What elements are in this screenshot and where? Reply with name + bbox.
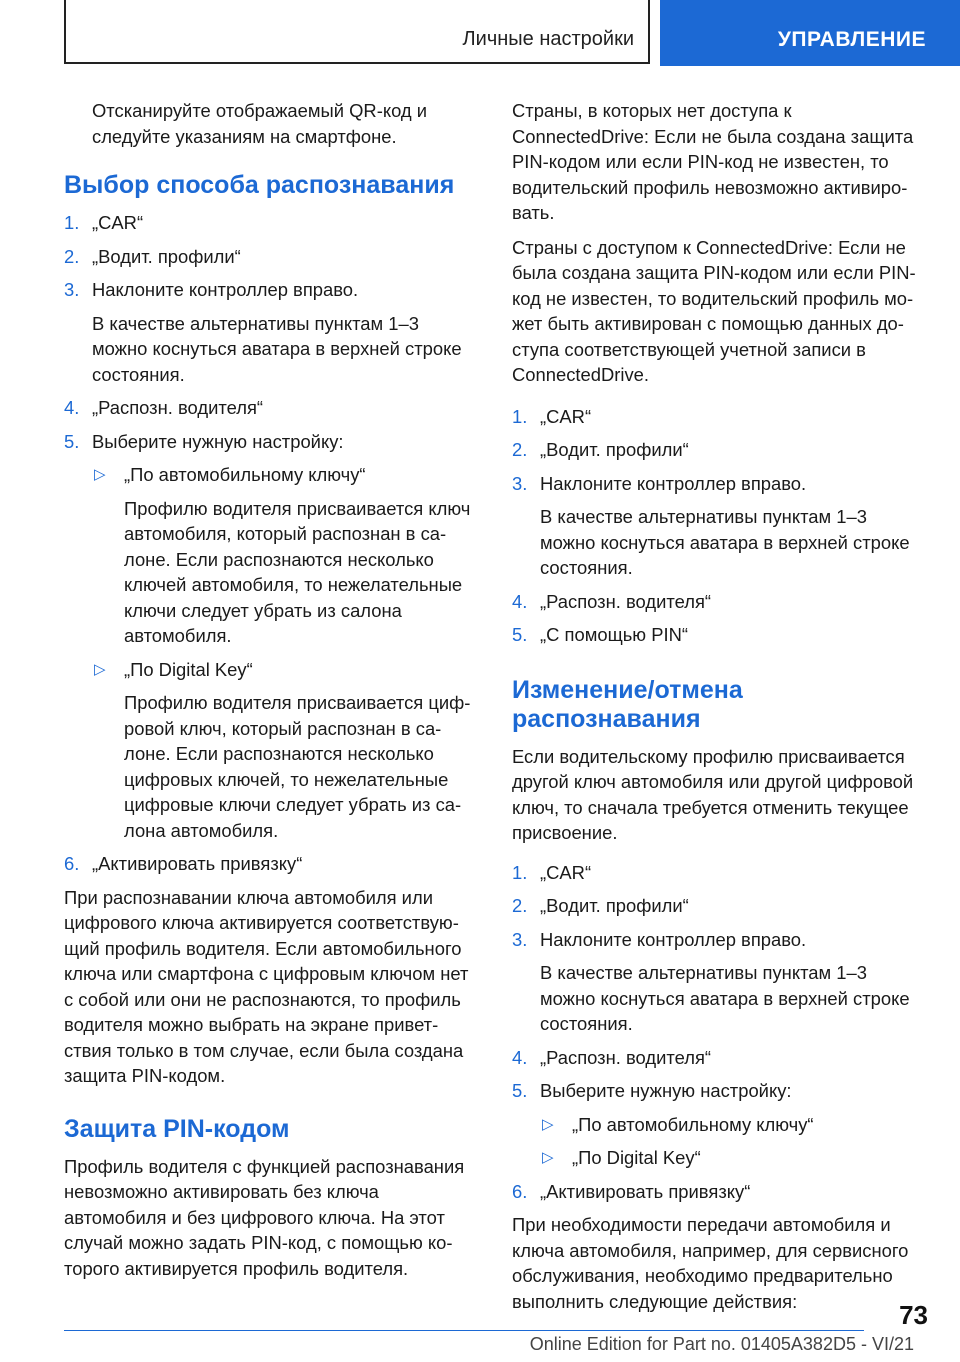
change-step-1: 1. „CAR“ (512, 861, 592, 883)
pin-step-4: 4. „Распозн. водителя“ (512, 590, 712, 612)
option-digital-key: ▷ „По Digital Key“ (64, 657, 484, 683)
change-option-digital-key: ▷ „По Digital Key“ (512, 1145, 932, 1171)
right-column (512, 98, 932, 1323)
pin-step-1: 1. „CAR“ (512, 405, 592, 427)
change-step-3-note: В качестве альтернативы пунктам 1–3 можно коснуться аватара в верхней строке состояния. (540, 962, 910, 1034)
step-3: 3. Наклоните контроллер вправо. (64, 279, 359, 300)
pin-step-5: 5. „С помощью PIN“ (512, 624, 688, 645)
option-vehicle-key: ▷ „По автомобильному ключу“ (64, 462, 484, 488)
with-connecteddrive-paragraph: Страны с доступом к ConnectedDrive: Если не была создана защита PIN-кодом или если PIN- код не известен, то водительский профиль мо- жет быть активирован с помощью данных до- ступа соответствующей учетной записи в ConnectedDrive. (512, 236, 916, 385)
no-connecteddrive-paragraph: Страны, в которых нет доступа к ConnectedDrive: Если не была создана защита PIN-кодом или если PIN-код не известен, то водительский профиль невозможно активиро- вать. (512, 100, 914, 223)
chapter-tab (660, 0, 960, 66)
option-digital-key-desc: Профилю водителя присваивается циф- ровой ключ, который распознан в са- лоне. Если распознаются несколько цифровых ключей, то нежелательные цифровые ключи следует убрать из са- лона автомобиля. (124, 692, 471, 841)
change-step-2: 2. „Водит. профили“ (512, 895, 689, 916)
footer-divider (64, 1330, 864, 1331)
heading-pin-protection: Защита PIN-кодом (64, 1114, 290, 1143)
step-6: 6. „Активировать привязку“ (64, 853, 303, 874)
change-step-5: 5. Выберите нужную настройку: (512, 1080, 792, 1101)
section-title: Личные настройки (462, 28, 634, 50)
section-tab (64, 0, 650, 64)
step-2: 2. „Водит. профили“ (64, 245, 241, 267)
pin-paragraph: Профиль водителя с функцией распознавания невозможно активировать без ключа автомобиля и без цифрового ключа. На этот случай можно задать PIN-код, с помощью ко- торого активируется профиль водителя. (64, 1155, 465, 1279)
chapter-title: УПРАВЛЕНИЕ (777, 28, 926, 51)
step-1: 1. „CAR“ (64, 212, 144, 233)
intro-paragraph: Отсканируйте отображаемый QR-код и следуйте указаниям на смартфоне. (92, 100, 428, 147)
edition-info: Online Edition for Part no. 01405A382D5 - VI/21 (529, 1334, 914, 1354)
left-column (64, 98, 484, 1290)
change-option-vehicle-key: ▷ „По автомобильному ключу“ (512, 1112, 932, 1138)
triangle-bullet-icon: ▷ (542, 1149, 554, 1166)
change-paragraph: Если водительскому профилю присваивается другой ключ автомобиля или другой цифровой ключ, то сначала требуется отменить текущее присвоение. (512, 745, 914, 843)
change-step-6: 6. „Активировать привязку“ (512, 1180, 751, 1202)
option-vehicle-key-desc: Профилю водителя присваивается ключ автомобиля, который распознан в са- лоне. Если распознаются несколько ключей автомобиля, то нежелательные ключи следует убрать из салона автомобиля. (124, 497, 471, 646)
service-paragraph: При необходимости передачи автомобиля и ключа автомобиля, например, для сервисного обслуживания, необходимо предварительно выполнить следующие действия: (512, 1214, 909, 1312)
step-3-note: В качестве альтернативы пунктам 1–3 можно коснуться аватара в верхней строке состояния. (92, 312, 462, 385)
triangle-bullet-icon: ▷ (94, 466, 106, 483)
step-4: 4. „Распозн. водителя“ (64, 397, 264, 418)
change-step-4: 4. „Распозн. водителя“ (512, 1046, 712, 1068)
pin-step-2: 2. „Водит. профили“ (512, 439, 689, 460)
recognition-paragraph: При распознавании ключа автомобиля или цифрового ключа активируется соответствую- щий профиль водителя. Если автомобильного ключа или смартфона с цифровым ключом нет с собой или они не распознаются, то профиль водителя можно выбрать на экране привет- ствия только в том случае, если была создана защита PIN-кодом. (64, 886, 469, 1086)
triangle-bullet-icon: ▷ (94, 660, 106, 678)
pin-step-3-note: В качестве альтернативы пунктам 1–3 можно коснуться аватара в верхней строке состояния. (540, 506, 910, 578)
change-step-3: 3. Наклоните контроллер вправо. (512, 928, 807, 950)
heading-change-cancel: Изменение/отмена распознавания (512, 675, 743, 733)
page-header (64, 0, 960, 66)
heading-recognition-method: Выбор способа распознавания (64, 171, 455, 199)
triangle-bullet-icon: ▷ (542, 1115, 554, 1133)
page-number: 73 (899, 1300, 928, 1330)
step-5: 5. Выберите нужную настройку: (64, 430, 344, 452)
pin-step-3: 3. Наклоните контроллер вправо. (512, 472, 807, 494)
